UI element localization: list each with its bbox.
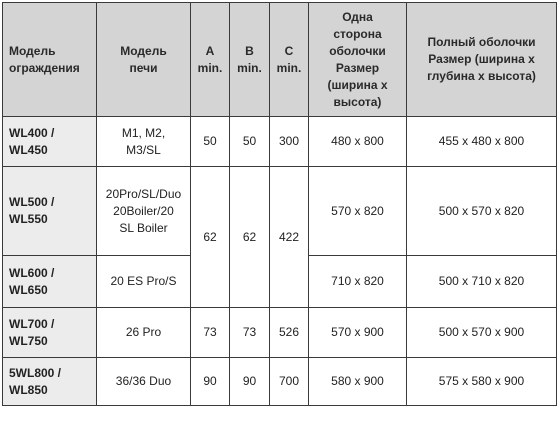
b-min-cell: 73 — [230, 308, 270, 358]
one-side-size-cell: 570 x 900 — [309, 308, 407, 358]
one-side-size-cell: 480 x 800 — [309, 117, 407, 167]
one-side-size-cell: 710 x 820 — [309, 256, 407, 308]
fence-model-cell: WL500 / WL550 — [3, 167, 97, 256]
fence-model-cell: WL700 / WL750 — [3, 308, 97, 358]
one-side-size-cell: 570 x 820 — [309, 167, 407, 256]
header-a-min: A min. — [191, 3, 230, 117]
full-size-cell: 500 x 710 x 820 — [407, 256, 557, 308]
stove-model-cell: 20Pro/SL/Duo 20Boiler/20 SL Boiler — [97, 167, 191, 256]
header-row — [3, 3, 557, 117]
header-stove-model: Модель печи — [97, 3, 191, 117]
stove-model-cell: 26 Pro — [97, 308, 191, 358]
fence-model-cell: WL400 / WL450 — [3, 117, 97, 167]
fence-model-cell: 5WL800 / WL850 — [3, 358, 97, 406]
full-size-cell: 500 x 570 x 900 — [407, 308, 557, 358]
header-c-min: C min. — [270, 3, 309, 117]
b-min-cell: 50 — [230, 117, 270, 167]
table-row — [3, 167, 557, 256]
table-row — [3, 308, 557, 358]
c-min-cell: 526 — [270, 308, 309, 358]
a-min-cell: 73 — [191, 308, 230, 358]
full-size-cell: 500 x 570 x 820 — [407, 167, 557, 256]
header-one-side-size: Одна сторона оболочки Размер (ширина х высота) — [309, 3, 407, 117]
c-min-cell: 300 — [270, 117, 309, 167]
c-min-cell: 700 — [270, 358, 309, 406]
stove-model-cell: 36/36 Duo — [97, 358, 191, 406]
table-row — [3, 358, 557, 406]
a-min-cell: 62 — [191, 167, 230, 308]
one-side-size-cell: 580 x 900 — [309, 358, 407, 406]
header-fence-model: Модель ограждения — [3, 3, 97, 117]
b-min-cell: 62 — [230, 167, 270, 308]
a-min-cell: 90 — [191, 358, 230, 406]
b-min-cell: 90 — [230, 358, 270, 406]
header-b-min: B min. — [230, 3, 270, 117]
a-min-cell: 50 — [191, 117, 230, 167]
stove-model-cell: 20 ES Pro/S — [97, 256, 191, 308]
full-size-cell: 575 x 580 x 900 — [407, 358, 557, 406]
table-row — [3, 117, 557, 167]
specs-table — [2, 2, 557, 406]
fence-model-cell: WL600 / WL650 — [3, 256, 97, 308]
stove-model-cell: M1, M2, M3/SL — [97, 117, 191, 167]
c-min-cell: 422 — [270, 167, 309, 308]
header-full-size: Полный оболочки Размер (ширина х глубина х высота) — [407, 3, 557, 117]
full-size-cell: 455 x 480 x 800 — [407, 117, 557, 167]
